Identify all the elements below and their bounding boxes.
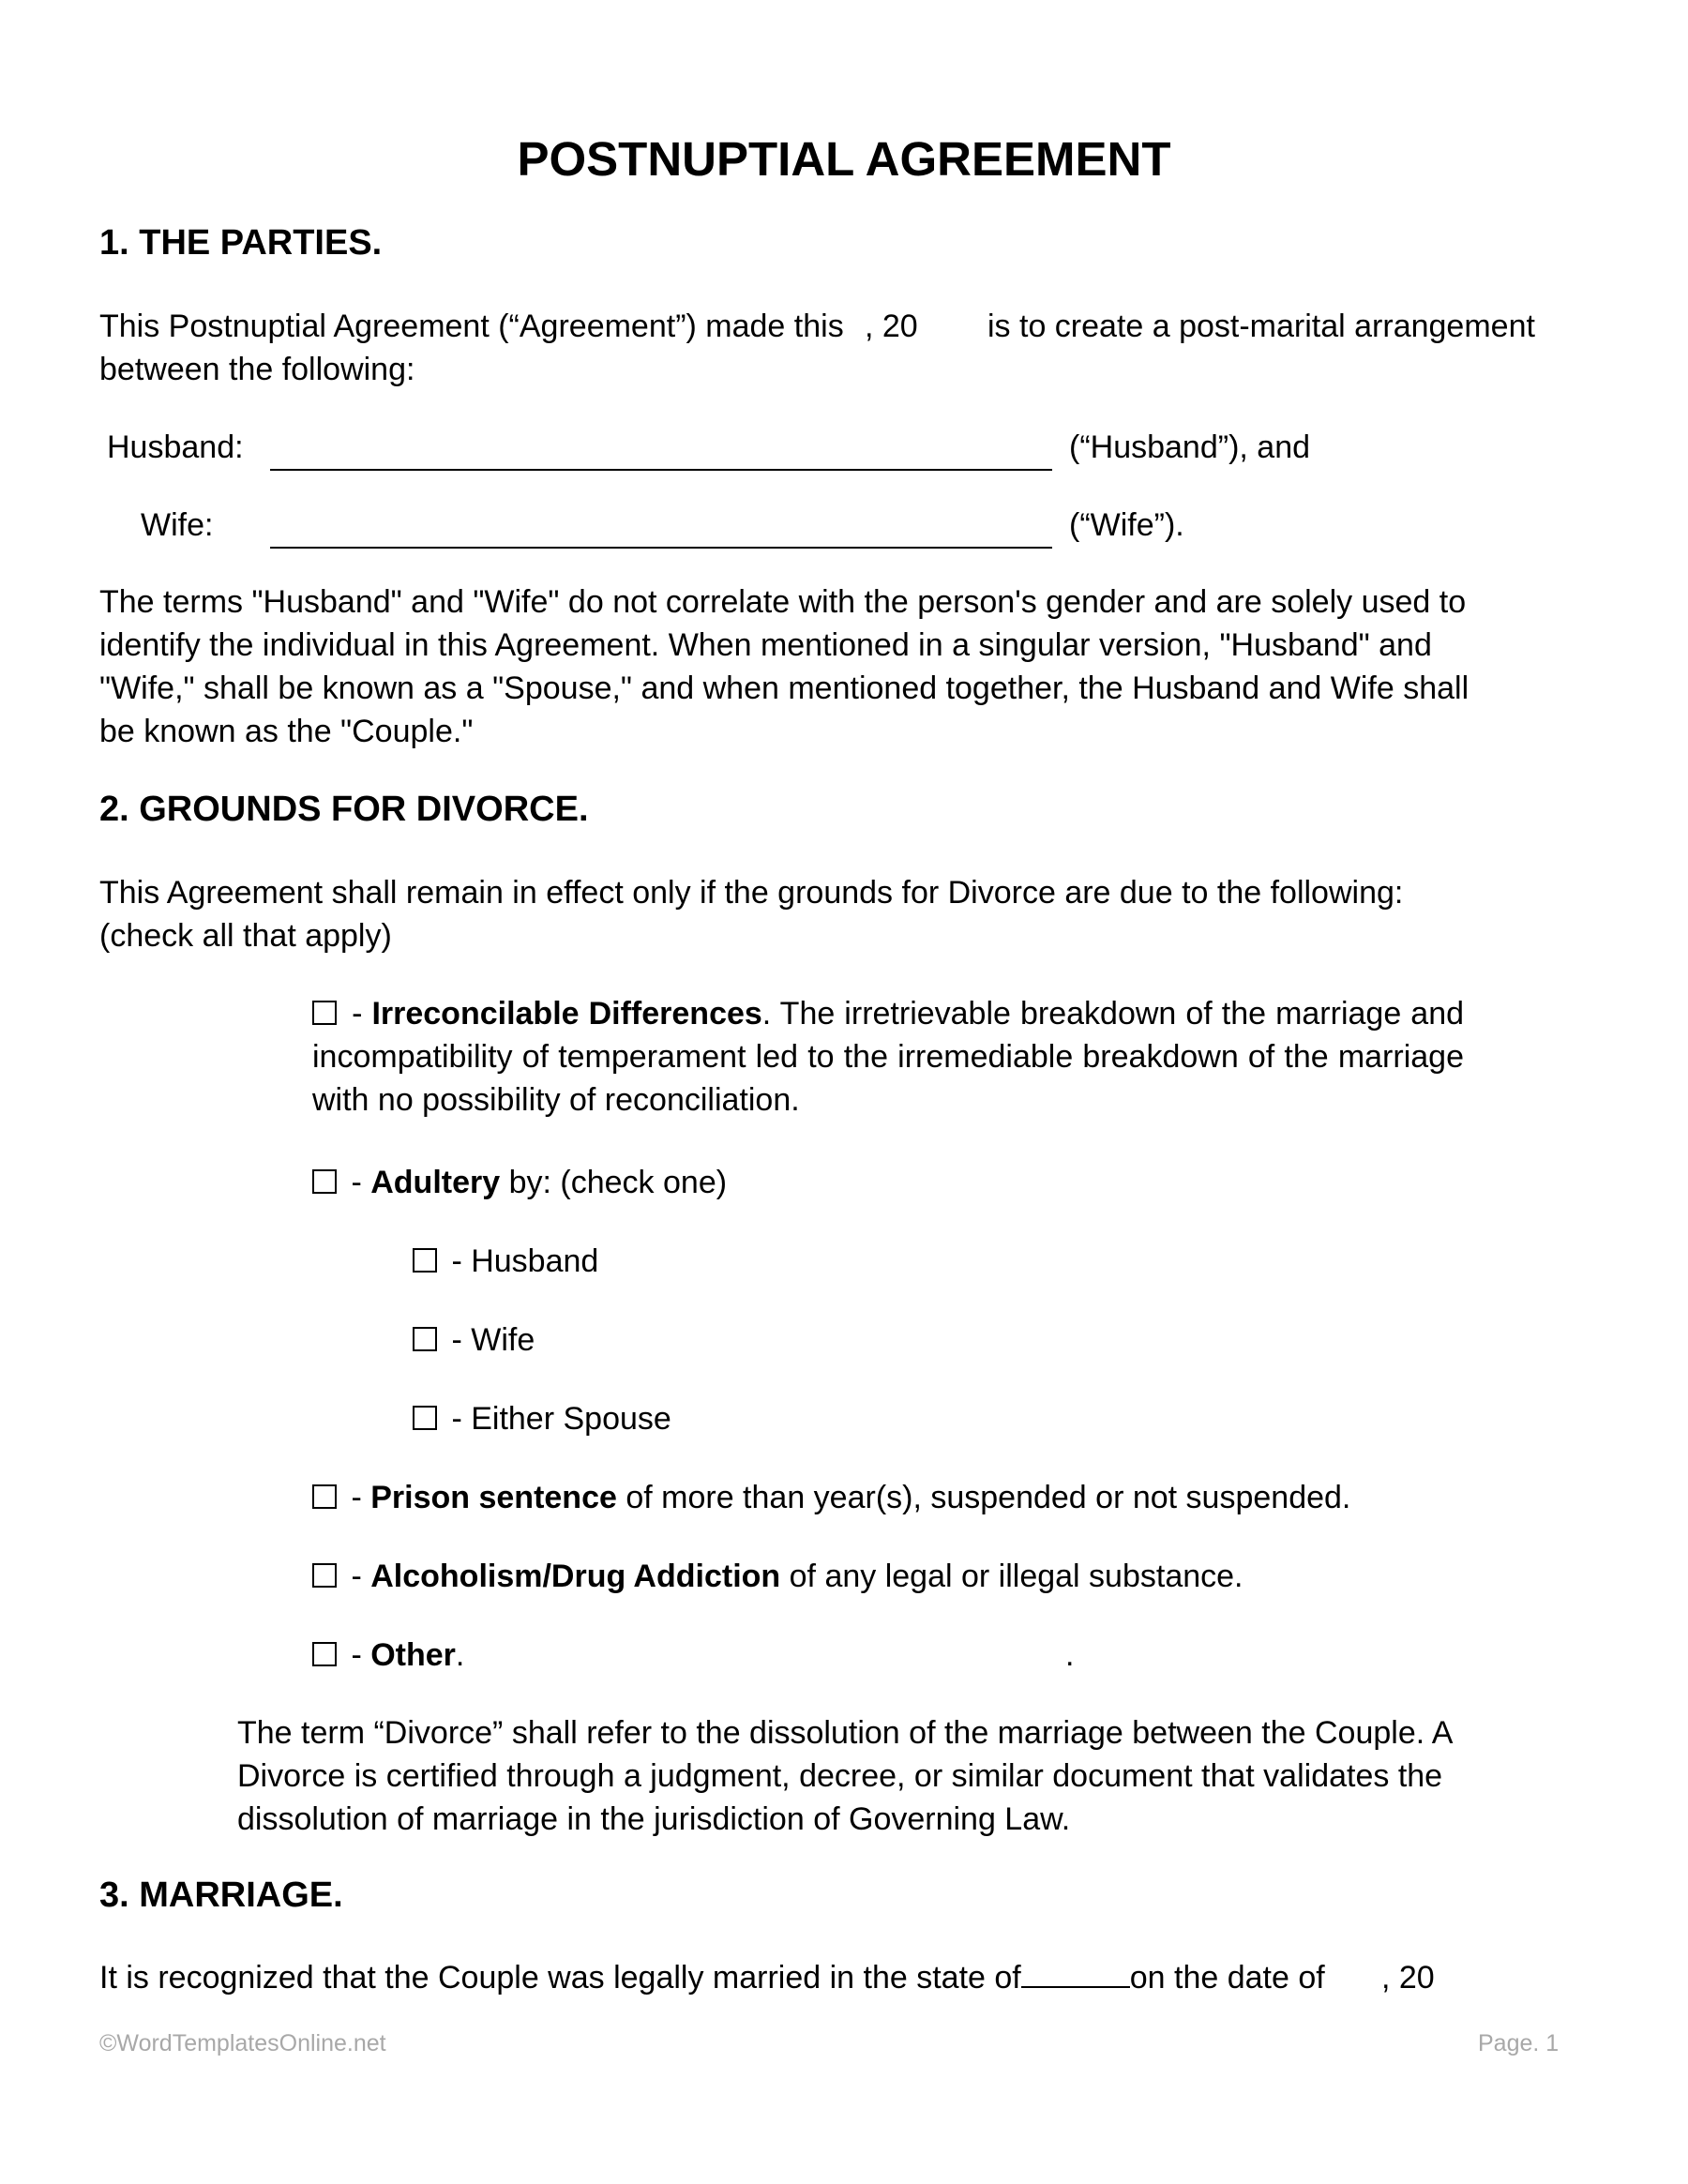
adultery-wife-checkbox[interactable]	[413, 1327, 437, 1351]
adultery-option-husband: - Husband	[413, 1240, 598, 1283]
terms-line-3: "Wife," shall be known as a "Spouse," and when mentioned together, the Husband and Wife shall	[99, 670, 1469, 706]
prison-title: Prison sentence	[370, 1480, 617, 1515]
divorce-definition-line-3: dissolution of marriage in the jurisdiction of Governing Law.	[237, 1801, 1071, 1837]
husband-suffix: (“Husband”), and	[1069, 429, 1311, 465]
adultery-either-checkbox[interactable]	[413, 1406, 437, 1430]
option-alcohol: - Alcoholism/Drug Addiction of any legal or illegal substance.	[312, 1555, 1243, 1598]
adultery-option-either: - Either Spouse	[413, 1397, 671, 1440]
grounds-intro-line-2: (check all that apply)	[99, 918, 392, 954]
wife-suffix: (“Wife”).	[1069, 507, 1184, 543]
alcohol-checkbox[interactable]	[312, 1563, 337, 1588]
wife-name-field[interactable]	[270, 547, 1052, 549]
alcohol-title: Alcoholism/Drug Addiction	[370, 1559, 781, 1594]
marriage-text-b: on the date of	[1129, 1960, 1325, 1996]
option-prison: - Prison sentence of more than year(s), suspended or not suspended.	[312, 1476, 1350, 1519]
other-end-period: .	[1065, 1637, 1075, 1673]
footer-copyright: ©WordTemplatesOnline.net	[99, 2030, 386, 2056]
section-2-heading: 2. GROUNDS FOR DIVORCE.	[99, 790, 589, 829]
option-irreconcilable: - Irreconcilable Differences. The irretrievable breakdown of the marriage and incompatibility of temperament led to the irremediable breakdown of the marriage with no possibility of reconciliation.	[312, 996, 1465, 1118]
irreconcilable-checkbox[interactable]	[312, 1001, 337, 1025]
intro-text-b: , 20	[865, 309, 918, 344]
adultery-checkbox[interactable]	[312, 1169, 337, 1194]
section-1-heading: 1. THE PARTIES.	[99, 223, 383, 263]
terms-line-4: be known as the "Couple."	[99, 714, 474, 749]
intro-text-c: is to create a post-marital arrangement	[987, 309, 1535, 344]
divorce-definition-line-2: Divorce is certified through a judgment, decree, or similar document that validates the	[237, 1758, 1443, 1794]
marriage-text-c: , 20	[1381, 1960, 1435, 1996]
section-3-heading: 3. MARRIAGE.	[99, 1875, 343, 1915]
prison-text: of more than year(s), suspended or not suspended.	[625, 1480, 1351, 1515]
adultery-text: by: (check one)	[508, 1165, 728, 1200]
wife-label: Wife:	[141, 507, 214, 543]
terms-line-2: identify the individual in this Agreement. When mentioned in a singular version, "Husband" and	[99, 627, 1432, 663]
prison-checkbox[interactable]	[312, 1484, 337, 1509]
alcohol-text: of any legal or illegal substance.	[789, 1559, 1243, 1594]
intro-text-a: This Postnuptial Agreement (“Agreement”) made this	[99, 309, 844, 344]
divorce-definition-line-1: The term “Divorce” shall refer to the dissolution of the marriage between the Couple. A	[237, 1715, 1454, 1751]
marriage-text-a: It is recognized that the Couple was legally married in the state of	[99, 1960, 1021, 1996]
marriage-state-field[interactable]	[1021, 1986, 1130, 1988]
terms-line-1: The terms "Husband" and "Wife" do not correlate with the person's gender and are solely used to	[99, 584, 1467, 620]
marriage-text	[99, 1956, 1325, 1999]
adultery-option-wife: - Wife	[413, 1318, 535, 1362]
husband-name-field[interactable]	[270, 469, 1052, 471]
adultery-title: Adultery	[370, 1165, 501, 1200]
other-text: .	[455, 1637, 465, 1673]
option-adultery: - Adultery by: (check one)	[312, 1161, 727, 1204]
adultery-husband-checkbox[interactable]	[413, 1248, 437, 1273]
grounds-intro-line-1: This Agreement shall remain in effect only if the grounds for Divorce are due to the following:	[99, 875, 1404, 911]
other-title: Other	[370, 1637, 456, 1673]
other-checkbox[interactable]	[312, 1642, 337, 1666]
irreconcilable-title: Irreconcilable Differences	[371, 996, 762, 1032]
option-other: - Other.	[312, 1634, 464, 1677]
irreconcilable-text: . The irretrievable breakdown of the marriage and incompatibility of temperament led to the irremediable breakdown of the marriage with no possibility of reconciliation.	[312, 996, 1465, 1118]
document-title: POSTNUPTIAL AGREEMENT	[517, 132, 1171, 186]
husband-label: Husband:	[107, 429, 244, 465]
footer-page-number: Page. 1	[1478, 2030, 1560, 2056]
intro-text-d: between the following:	[99, 352, 415, 387]
